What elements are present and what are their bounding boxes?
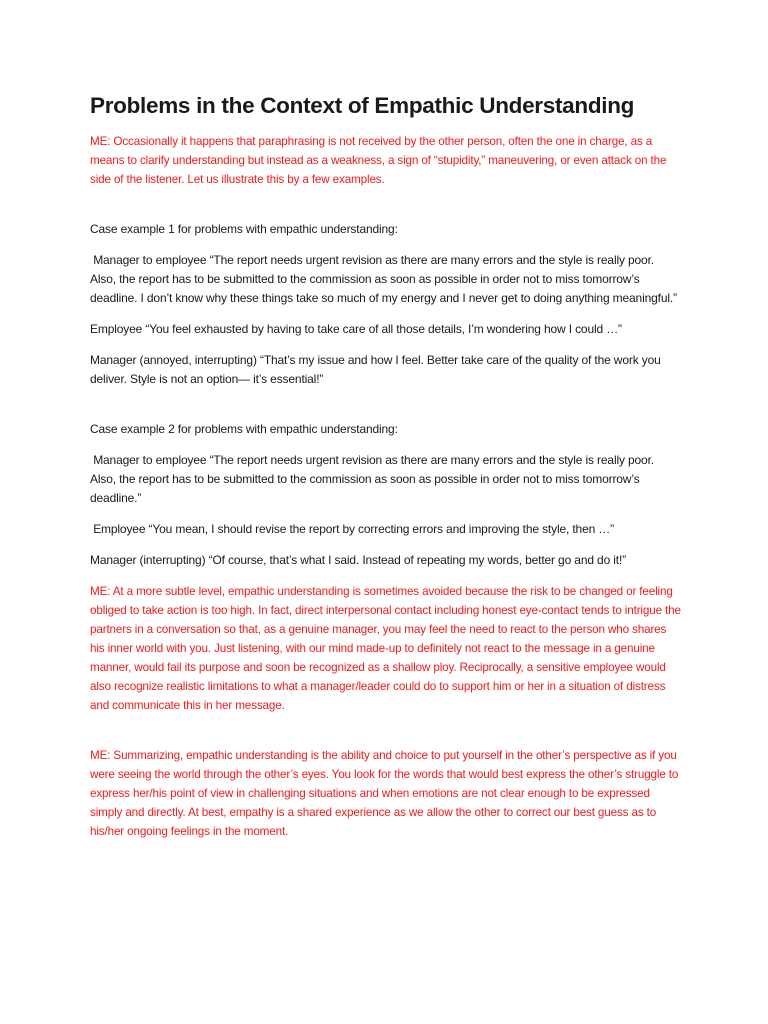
- commentary-summary: ME: Summarizing, empathic understanding is the ability and choice to put yourself in the other’s perspective as if you were seeing the world through the other’s eyes. You look for the words that would best express the other’s struggle to express her/his point of view in challenging situations and when emotions are not clear enough to be expressed simply and directly. At best, empathy is a shared experience as we allow the other to correct our best guess as to his/her ongoing feelings in the moment.: [90, 749, 679, 838]
- spacer: [90, 570, 682, 582]
- spacer: [90, 508, 682, 520]
- spacer: [90, 339, 682, 351]
- document-title: Problems in the Context of Empathic Understanding: [90, 93, 635, 118]
- spacer: [90, 715, 682, 746]
- commentary-intro: ME: Occasionally it happens that paraphrasing is not received by the other person, often the one in charge, as a means to clarify understanding but instead as a weakness, a sign of “stupidity,” maneuvering, or even attack on the side of the listener. Let us illustrate this by a few examples.: [90, 135, 667, 186]
- case-1-manager-statement: Manager to employee “The report needs urgent revision as there are many errors and the style is really poor. Also, the report has to be submitted to the commission as soon as possible in order not to miss tomorrow’s deadline. I don’t know why these things take so much of my energy and I never get to doing anything meaningful.”: [90, 253, 677, 305]
- case-1-employee-response: Employee “You feel exhausted by having to take care of all those details, I’m wondering how I could …”: [90, 322, 622, 336]
- spacer: [90, 189, 682, 220]
- case-example-1-heading: Case example 1 for problems with empathic understanding:: [90, 222, 398, 236]
- spacer: [90, 539, 682, 551]
- case-example-2-heading: Case example 2 for problems with empathic understanding:: [90, 422, 398, 436]
- case-2-manager-reply: Manager (interrupting) “Of course, that’s what I said. Instead of repeating my words, better go and do it!”: [90, 553, 627, 567]
- case-1-manager-reply: Manager (annoyed, interrupting) “That’s my issue and how I feel. Better take care of the quality of the work you deliver. Style is not an option— it’s essential!”: [90, 353, 661, 386]
- spacer: [90, 439, 682, 451]
- spacer: [90, 308, 682, 320]
- spacer: [90, 389, 682, 420]
- case-2-manager-statement: Manager to employee “The report needs urgent revision as there are many errors and the style is really poor. Also, the report has to be submitted to the commission as soon as possible in order not to miss tomorrow’s deadline.”: [90, 453, 657, 505]
- commentary-subtle-level: ME: At a more subtle level, empathic understanding is sometimes avoided because the risk to be changed or feeling obliged to take action is too high. In fact, direct interpersonal contact including honest eye-contact tends to intrigue the partners in a conversation so that, as a genuine manager, you may feel the need to react to the person who shares his inner world with you. Just listening, with our mind made-up to definitely not react to the message in a genuine manner, would fail its purpose and soon be recognized as a shallow ploy. Reciprocally, a sensitive employee would also recognize realistic limitations to what a manager/leader could do to support him or her in a situation of distress and communicate this in her message.: [90, 585, 681, 712]
- case-2-employee-response: Employee “You mean, I should revise the report by correcting errors and improving the style, then …”: [90, 522, 615, 536]
- spacer: [90, 239, 682, 251]
